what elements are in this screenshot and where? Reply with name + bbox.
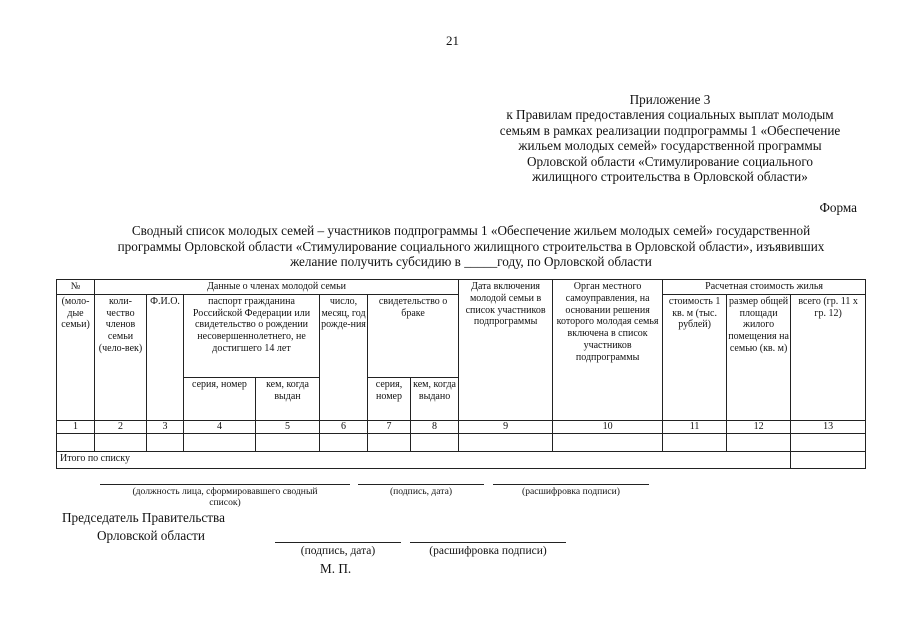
header-fio: Ф.И.О. <box>147 294 184 420</box>
table-cell <box>95 433 147 451</box>
column-number: 7 <box>368 420 411 433</box>
table-cell <box>147 433 184 451</box>
header-member-count: коли-чество членов семьи (чело-век) <box>95 294 147 420</box>
column-number: 13 <box>791 420 866 433</box>
header-members: Данные о членах молодой семьи <box>95 280 459 295</box>
header-no: № <box>57 280 95 295</box>
table-cell <box>791 433 866 451</box>
families-table <box>56 279 866 469</box>
signature-line <box>358 484 484 485</box>
decode-signature-line <box>493 484 649 485</box>
total-label: Итого по списку <box>57 451 791 468</box>
header-passport-issued: кем, когда выдан <box>256 377 320 420</box>
column-number: 10 <box>553 420 663 433</box>
chairman-decode-line <box>410 542 566 543</box>
column-number: 5 <box>256 420 320 433</box>
document-title <box>60 223 882 270</box>
header-marriage-series: серия, номер <box>368 377 411 420</box>
page-number: 21 <box>446 33 459 48</box>
table-row <box>57 433 866 451</box>
column-number: 12 <box>727 420 791 433</box>
column-number: 2 <box>95 420 147 433</box>
appendix-line: жилищного строительства в Орловской области» <box>532 169 808 185</box>
column-number: 6 <box>320 420 368 433</box>
header-no-families: (моло-дые семьи) <box>57 294 95 420</box>
total-row <box>57 451 866 468</box>
table-cell <box>184 433 256 451</box>
appendix-line: жильем молодых семей» государственной программы <box>518 138 822 154</box>
column-number: 9 <box>459 420 553 433</box>
table-cell <box>553 433 663 451</box>
header-marriage-cert: свидетельство о браке <box>368 294 459 377</box>
appendix-line: к Правилам предоставления социальных выплат молодым <box>506 107 834 123</box>
sign-date-caption: (подпись, дата) <box>389 486 453 497</box>
table-cell <box>256 433 320 451</box>
chairman-sign-caption: (подпись, дата) <box>300 545 376 557</box>
appendix-line: Орловской области «Стимулирование социального <box>526 153 814 169</box>
table-cell <box>459 433 553 451</box>
chairman-region: Орловской области <box>97 528 205 543</box>
header-birth-date: число, месяц, год рожде-ния <box>320 294 368 420</box>
header-marriage-issued: кем, когда выдано <box>411 377 459 420</box>
title-line: программы Орловской области «Стимулирование социального жилищного строительства в Орловской области», изъявивших <box>117 238 825 254</box>
column-number: 11 <box>663 420 727 433</box>
position-signature-line <box>100 484 350 485</box>
position-caption: (должность лица, сформировавшего сводный список) <box>132 486 318 508</box>
table-cell <box>411 433 459 451</box>
appendix-header <box>470 92 870 184</box>
chairman-title: Председатель Правительства <box>62 510 225 525</box>
appendix-line: Приложение 3 <box>629 92 711 107</box>
column-number: 8 <box>411 420 459 433</box>
column-number: 1 <box>57 420 95 433</box>
table-cell <box>320 433 368 451</box>
decode-caption: (расшифровка подписи) <box>522 486 620 497</box>
form-label: Форма <box>819 200 857 215</box>
header-total-cost: всего (гр. 11 х гр. 12) <box>791 294 866 420</box>
header-authority: Орган местного самоуправления, на основании решения которого молодая семья включена в список участников подпрограммы <box>553 280 663 421</box>
title-line: Сводный список молодых семей – участников подпрограммы 1 «Обеспечение жильем молодых семей» государственной <box>131 223 811 238</box>
header-housing-cost: Расчетная стоимость жилья <box>663 280 866 295</box>
header-date-inclusion: Дата включения молодой семьи в список участников подпрограммы <box>459 280 553 421</box>
appendix-line: семьям в рамках реализации подпрограммы 1 «Обеспечение <box>499 122 841 138</box>
table-cell <box>57 433 95 451</box>
chairman-signature-line <box>275 542 401 543</box>
table-cell <box>663 433 727 451</box>
column-number: 4 <box>184 420 256 433</box>
table-cell <box>368 433 411 451</box>
chairman-decode-caption: (расшифровка подписи) <box>429 545 547 557</box>
table-cell <box>727 433 791 451</box>
header-cost-per-sqm: стоимость 1 кв. м (тыс. рублей) <box>663 294 727 420</box>
title-line: желание получить субсидию в _____году, по Орловской области <box>290 254 652 269</box>
column-number: 3 <box>147 420 184 433</box>
total-value-cell <box>791 451 866 468</box>
stamp-place: М. П. <box>320 561 352 576</box>
header-total-area: размер общей площади жилого помещения на семью (кв. м) <box>727 294 791 420</box>
header-passport-series: серия, номер <box>184 377 256 420</box>
header-passport: паспорт гражданина Российской Федерации или свидетельство о рождении несовершеннолетнего, не достигшего 14 лет <box>184 294 320 377</box>
